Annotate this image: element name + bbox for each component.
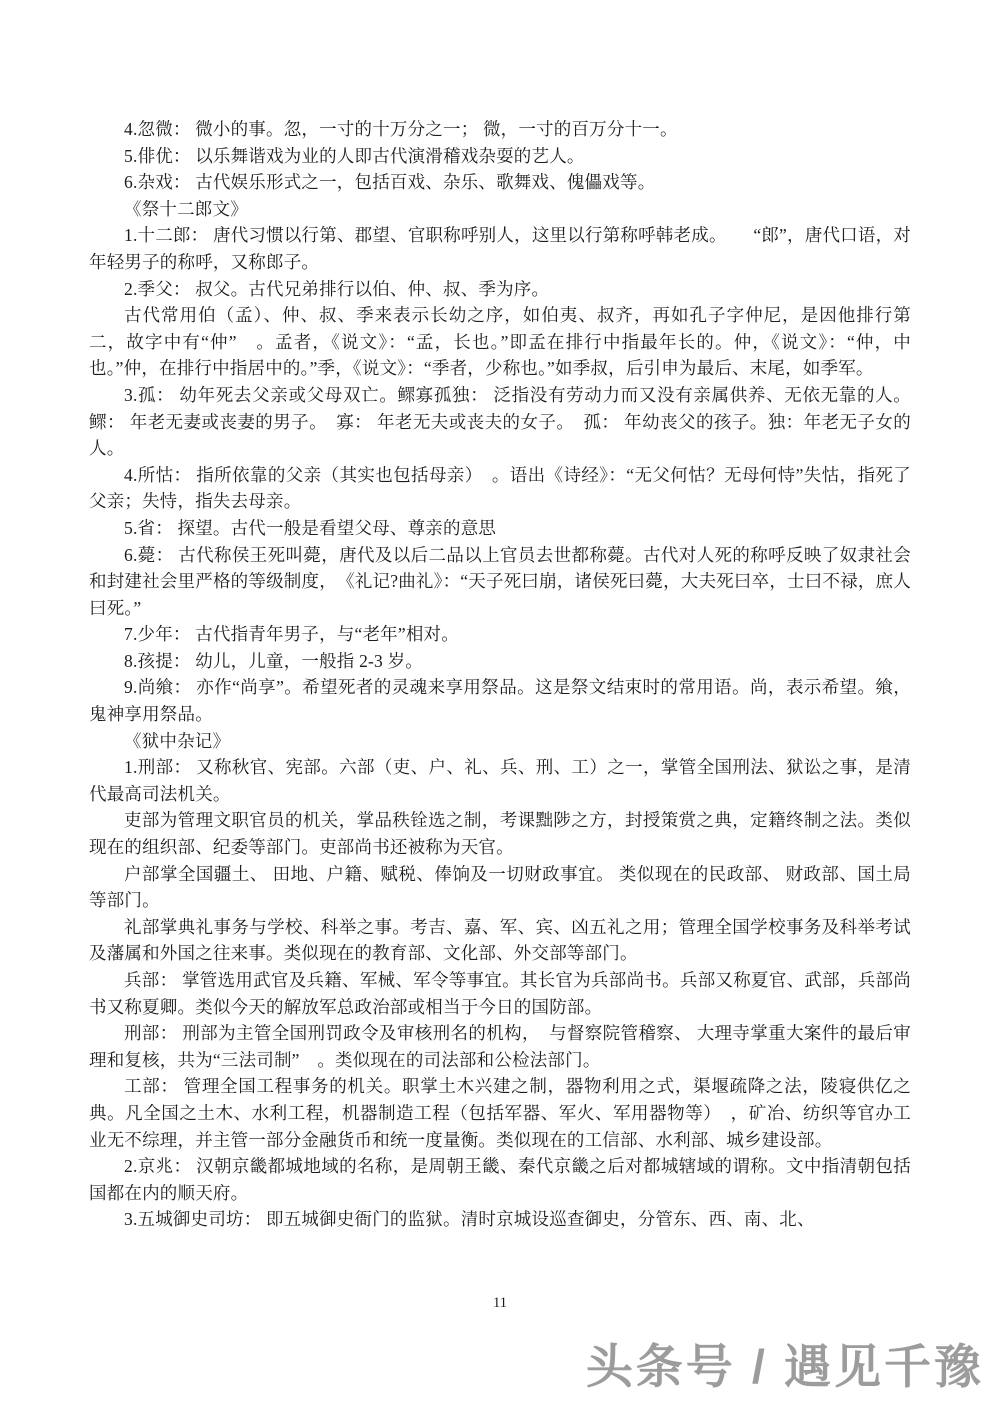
paragraph: 9.尚飨： 亦作“尚享”。希望死者的灵魂来享用祭品。这是祭文结束时的常用语。尚，表示希望。飨，鬼神享用祭品。 <box>89 677 911 725</box>
paragraph: 礼部掌典礼事务与学校、科举之事。考吉、嘉、军、宾、凶五礼之用；管理全国学校事务及科举考试及藩属和外国之往来事。类似现在的教育部、文化部、外交部等部门。 <box>89 916 911 964</box>
paragraph: 2.季父： 叔父。古代兄弟排行以伯、仲、叔、季为序。 <box>124 278 550 299</box>
page-number: 11 <box>493 1295 507 1311</box>
document-body <box>89 116 911 1233</box>
section-heading: 《狱中杂记》 <box>124 730 231 751</box>
paragraph: 6.薨： 古代称侯王死叫薨，唐代及以后二品以上官员去世都称薨。古代对人死的称呼反映了奴隶社会和封建社会里严格的等级制度， 《礼记?曲礼》：“天子死曰崩，诸侯死曰薨，大夫死曰卒，士曰不禄，庶人曰死。” <box>89 544 911 618</box>
paragraph: 1.刑部： 又称秋官、宪部。六部（吏、户、礼、兵、刑、工）之一，掌管全国刑法、狱讼之事，是清代最高司法机关。 <box>89 757 911 804</box>
paragraph: 7.少年： 古代指青年男子，与“老年”相对。 <box>124 624 459 645</box>
paragraph: 4.所怙： 指所依靠的父亲（其实也包括母亲） 。语出《诗经》：“无父何怙？无母何恃”失怙，指死了父亲；失恃，指失去母亲。 <box>89 464 911 512</box>
paragraph: 2.京兆： 汉朝京畿都城地域的名称，是周朝王畿、秦代京畿之后对都城辖域的谓称。文中指清朝包括国都在内的顺天府。 <box>89 1156 911 1203</box>
paragraph: 兵部： 掌管选用武官及兵籍、军械、军令等事宜。其长官为兵部尚书。兵部又称夏官、武部，兵部尚书又称夏卿。类似今天的解放军总政治部或相当于今日的国防部。 <box>89 970 911 1017</box>
paragraph: 3.五城御史司坊： 即五城御史衙门的监狱。清时京城设巡查御史，分管东、西、南、北、 <box>124 1209 815 1230</box>
paragraph: 古代常用伯（孟）、仲、叔、季来表示长幼之序，如伯夷、叔齐，再如孔子字仲尼，是因他排行第二，故字中有“仲” 。孟者，《说文》：“孟，长也。”即孟在排行中指最年长的。仲，《说文》：“仲，中也。”仲，在排行中指居中的。”季，《说文》：“季者，少称也。”如季叔，后引申为最后、末尾，如季军。 <box>89 305 911 379</box>
paragraph: 8.孩提： 幼儿，儿童，一般指 2-3 岁。 <box>124 650 423 671</box>
paragraph: 吏部为管理文职官员的机关，掌品秩铨选之制，考课黜陟之方，封授策赏之典，定籍终制之法。类似现在的组织部、纪委等部门。吏部尚书还被称为天官。 <box>89 810 911 858</box>
watermark: 头条号 / 遇见千豫 <box>585 1340 984 1393</box>
paragraph: 1.十二郎： 唐代习惯以行第、郡望、官职称呼别人，这里以行第称呼韩老成。 “郎”，唐代口语，对年轻男子的称呼，又称郎子。 <box>89 225 911 272</box>
paragraph: 刑部： 刑部为主管全国刑罚政令及审核刑名的机构， 与督察院管稽察、 大理寺掌重大案件的最后审理和复核，共为“三法司制” 。类似现在的司法部和公检法部门。 <box>89 1023 911 1070</box>
paragraph: 5.省： 探望。古代一般是看望父母、尊亲的意思 <box>124 517 497 538</box>
paragraph: 6.杂戏： 古代娱乐形式之一，包括百戏、杂乐、歌舞戏、傀儡戏等。 <box>124 172 656 193</box>
paragraph: 5.俳优： 以乐舞谐戏为业的人即古代演滑稽戏杂耍的艺人。 <box>124 145 585 166</box>
paragraph: 工部： 管理全国工程事务的机关。职掌土木兴建之制，器物利用之式，渠堰疏降之法，陵寝供亿之典。凡全国之土木、水利工程，机器制造工程（包括军器、军火、军用器物等） ，矿冶、纺织等官办工业无不综理，并主管一部分金融货币和统一度量衡。类似现在的工信部、水利部、城乡建设部。 <box>89 1076 911 1150</box>
paragraph: 3.孤： 幼年死去父亲或父母双亡。鳏寡孤独： 泛指没有劳动力而又没有亲属供养、无依无靠的人。鳏： 年老无妻或丧妻的男子。 寡： 年老无夫或丧夫的女子。 孤： 年幼丧父的孩子。独：年老无子女的人。 <box>89 384 911 459</box>
paragraph: 户部掌全国疆土、 田地、户籍、赋税、俸饷及一切财政事宜。 类似现在的民政部、 财政部、国土局等部门。 <box>89 863 911 911</box>
paragraph: 4.忽微： 微小的事。忽，一寸的十万分之一； 微，一寸的百万分十一。 <box>124 119 678 139</box>
section-heading: 《祭十二郎文》 <box>124 198 248 219</box>
